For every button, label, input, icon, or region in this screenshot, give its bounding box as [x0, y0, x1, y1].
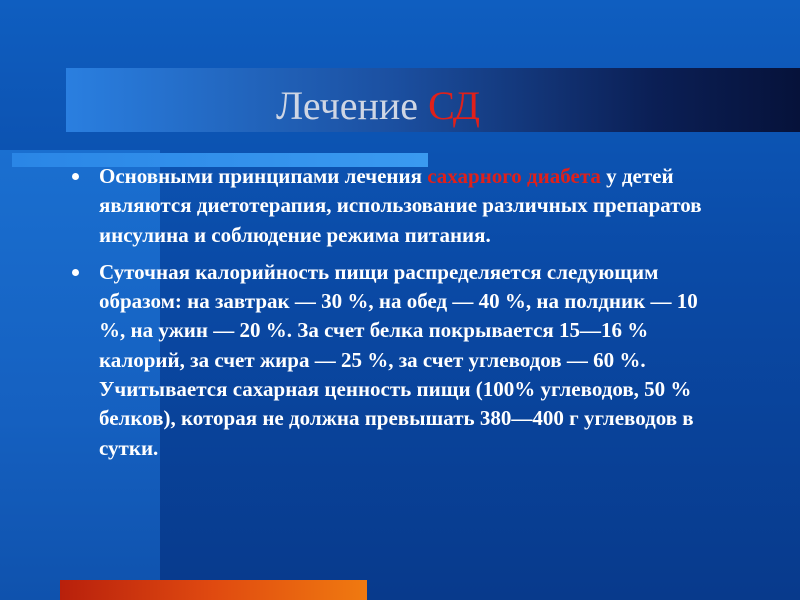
bullet-text: Суточная калорийность пищи распределяется следующим образом: на завтрак — 30 %, на обед — 40 %, на полдник — 10 %, на ужин — 20 %. За счет белка покрывается 15—16 % калорий, за счет жира — 25 %, за счет углеводов — 60 %. Учитывается сахарная ценность пищи (100% углеводов, 50 % белков), которая не должна превышать 380—400 г углеводов в сутки.	[99, 259, 698, 460]
bullet-list	[72, 162, 722, 471]
bullet-item	[72, 162, 722, 250]
title-main: Лечение	[276, 83, 429, 128]
bullet-dot-icon	[72, 269, 79, 276]
bullet-text-continued: у детей являются диетотерапия, использование различных препаратов инсулина и соблюдение режима питания.	[99, 164, 702, 247]
bullet-item	[72, 258, 722, 463]
slide-title	[276, 76, 480, 136]
bullet-text: Основными принципами лечения	[99, 164, 428, 188]
title-accent: СД	[428, 83, 481, 128]
bottom-accent-bar	[60, 580, 367, 600]
bullet-dot-icon	[72, 173, 79, 180]
bullet-highlight: сахарного диабета	[427, 164, 601, 188]
